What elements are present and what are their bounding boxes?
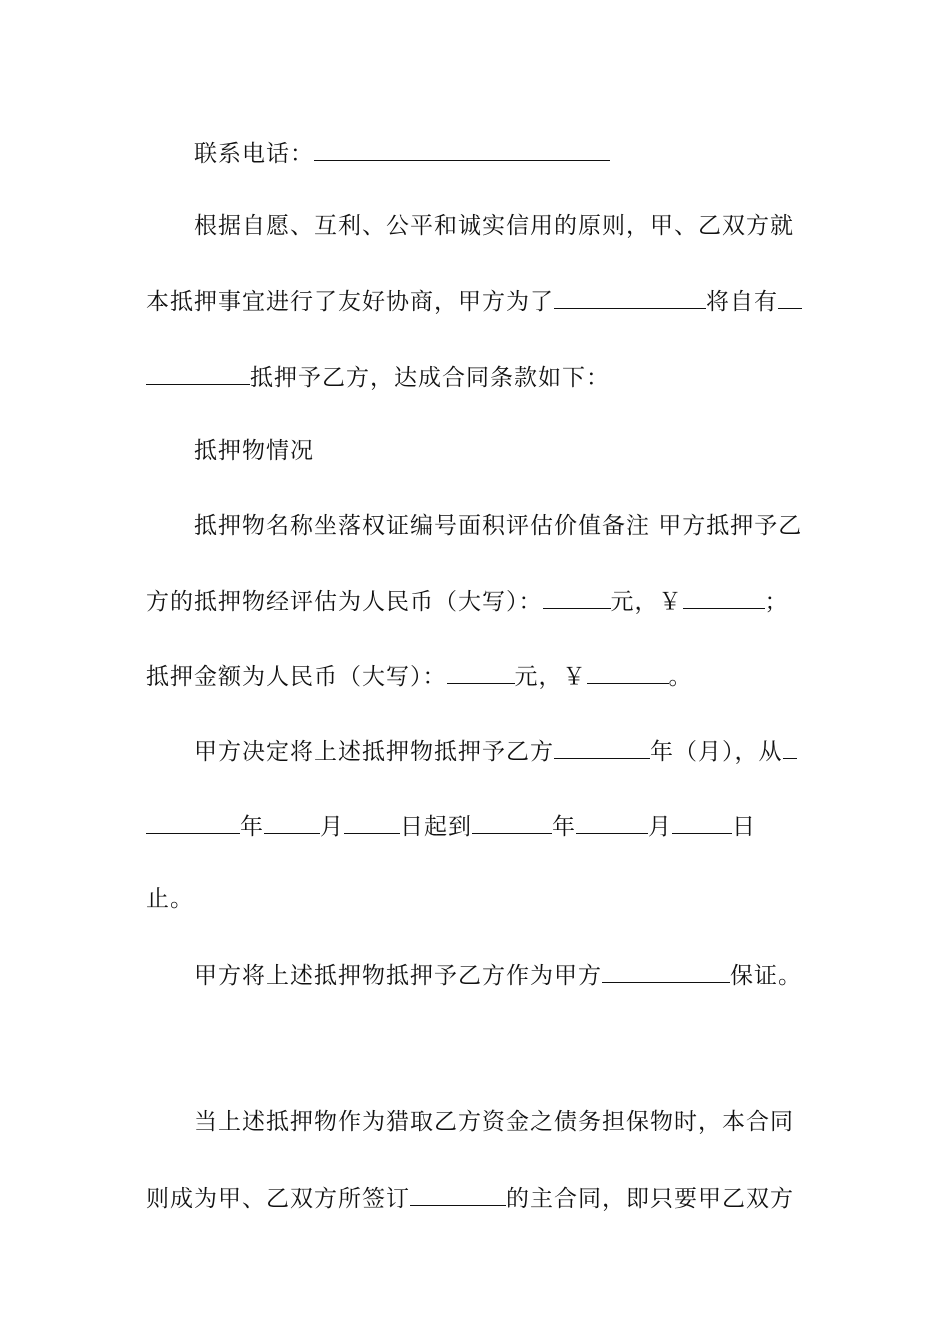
start-year-blank-start[interactable]	[783, 736, 797, 759]
text-segment: 本抵押事宜进行了友好协商，甲方为了	[146, 289, 554, 315]
text-segment: 。	[668, 664, 693, 690]
paragraph-5-line-1	[194, 1107, 806, 1137]
end-day-blank[interactable]	[672, 811, 732, 834]
text-segment: 则成为甲、乙双方所签订	[146, 1186, 410, 1212]
start-year-blank[interactable]	[146, 811, 240, 834]
mortgage-amount-blank[interactable]	[587, 661, 669, 684]
text-segment: 元，￥	[514, 664, 587, 690]
guarantee-blank[interactable]	[602, 960, 730, 983]
text-segment: 月	[320, 814, 344, 840]
text-segment: ；	[764, 589, 789, 615]
text-segment: 抵押物情况	[194, 438, 314, 464]
contact-phone-line	[194, 138, 806, 169]
text-segment: 年	[240, 814, 264, 840]
valuation-amount-blank[interactable]	[683, 586, 765, 609]
text-segment: 日起到	[400, 814, 472, 840]
text-segment: 保证。	[730, 963, 802, 989]
paragraph-3-line-3	[146, 884, 806, 914]
text-segment: 将自有	[706, 289, 778, 315]
paragraph-3-line-2	[146, 811, 806, 842]
mortgage-words-blank[interactable]	[447, 661, 515, 684]
text-segment: 当上述抵押物作为猎取乙方资金之债务担保物时，本合同	[194, 1109, 794, 1135]
contact-phone-label: 联系电话：	[194, 141, 314, 167]
section-heading-collateral	[194, 436, 806, 466]
property-blank-start[interactable]	[778, 286, 802, 309]
valuation-words-blank[interactable]	[543, 586, 611, 609]
text-segment: 日	[732, 814, 756, 840]
paragraph-2-line-3	[146, 661, 806, 692]
text-segment: 月	[648, 814, 672, 840]
end-month-blank[interactable]	[576, 811, 648, 834]
paragraph-1-line-2	[146, 286, 806, 317]
text-segment: 根据自愿、互利、公平和诚实信用的原则，甲、乙双方就	[194, 213, 794, 239]
text-segment: 的主合同，即只要甲乙双方	[506, 1186, 794, 1212]
term-blank[interactable]	[554, 736, 650, 759]
paragraph-1-line-3	[146, 362, 806, 393]
text-segment: 抵押物名称坐落权证编号面积评估价值备注 甲方抵押予乙	[194, 513, 803, 539]
purpose-blank[interactable]	[554, 286, 706, 309]
main-contract-blank[interactable]	[410, 1183, 506, 1206]
paragraph-2-line-2	[146, 586, 806, 617]
text-segment: 年	[552, 814, 576, 840]
text-segment: 抵押予乙方，达成合同条款如下：	[250, 365, 610, 391]
text-segment: 元，￥	[610, 589, 683, 615]
text-segment: 止。	[146, 886, 194, 912]
text-segment: 方的抵押物经评估为人民币（大写）：	[146, 589, 543, 615]
text-segment: 甲方决定将上述抵押物抵押予乙方	[194, 739, 554, 765]
end-year-blank[interactable]	[472, 811, 552, 834]
paragraph-1-line-1	[194, 211, 806, 241]
text-segment: 抵押金额为人民币（大写）：	[146, 664, 447, 690]
start-day-blank[interactable]	[344, 811, 400, 834]
paragraph-3-line-1	[194, 736, 806, 767]
text-segment: 甲方将上述抵押物抵押予乙方作为甲方	[194, 963, 602, 989]
text-segment: 年（月），从	[650, 739, 783, 765]
paragraph-4-line-1	[194, 960, 806, 991]
start-month-blank[interactable]	[264, 811, 320, 834]
contact-phone-blank[interactable]	[314, 138, 610, 161]
paragraph-2-line-1	[194, 511, 806, 541]
paragraph-5-line-2	[146, 1183, 806, 1214]
property-blank-end[interactable]	[146, 362, 250, 385]
